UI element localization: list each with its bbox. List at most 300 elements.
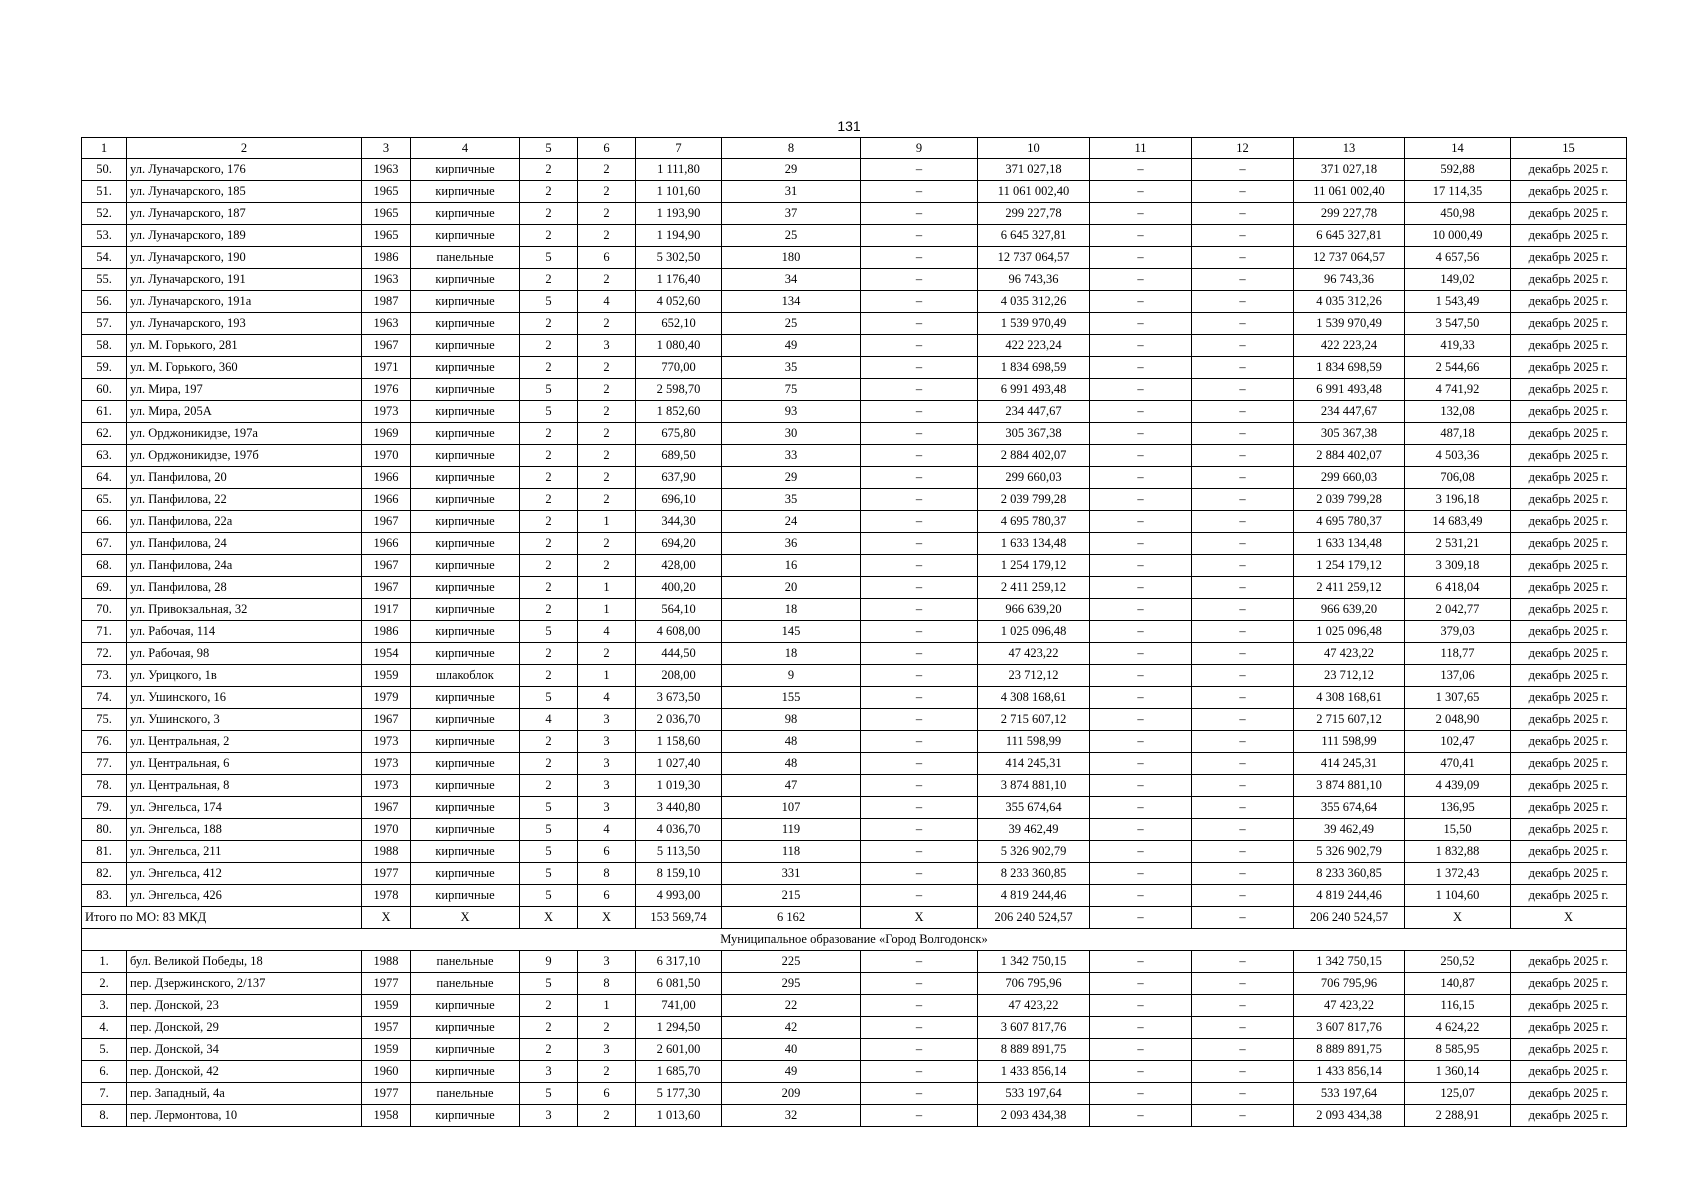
table-row [82,445,1627,467]
table-cell: 8 [578,863,636,885]
table-cell: 4. [82,1017,127,1039]
table-cell: 68. [82,555,127,577]
table-cell: – [1090,511,1192,533]
table-cell: ул. Ушинского, 16 [127,687,362,709]
table-cell: 3 [578,335,636,357]
table-cell: 344,30 [636,511,722,533]
table-cell: декабрь 2025 г. [1511,357,1627,379]
table-cell: 2 [520,731,578,753]
table-cell: 8. [82,1105,127,1127]
table-row [82,665,1627,687]
table-cell: декабрь 2025 г. [1511,445,1627,467]
table-cell: 4 [578,291,636,313]
table-row [82,731,1627,753]
table-cell: 1959 [362,1039,411,1061]
table-cell: ул. Панфилова, 22 [127,489,362,511]
table-cell: 1971 [362,357,411,379]
table-row [82,599,1627,621]
table-cell: – [861,291,978,313]
table-cell: 1986 [362,247,411,269]
table-row [82,533,1627,555]
table-cell: – [861,599,978,621]
table-cell: 2 048,90 [1405,709,1511,731]
total-cell: X [578,907,636,929]
table-cell: 1 [578,995,636,1017]
table-cell: 1 834 698,59 [1294,357,1405,379]
table-cell: декабрь 2025 г. [1511,643,1627,665]
table-cell: 371 027,18 [1294,159,1405,181]
table-cell: 1967 [362,511,411,533]
table-row [82,489,1627,511]
table-cell: 2 [578,313,636,335]
table-cell: – [1090,841,1192,863]
table-row [82,819,1627,841]
table-cell: 4 695 780,37 [978,511,1090,533]
table-cell: 75. [82,709,127,731]
table-cell: – [1192,687,1294,709]
total-cell: 206 240 524,57 [978,907,1090,929]
table-row [82,1083,1627,1105]
table-cell: 250,52 [1405,951,1511,973]
table-cell: 5 [520,247,578,269]
table-cell: 2 [520,357,578,379]
table-cell: – [861,643,978,665]
table-cell: кирпичные [411,731,520,753]
table-cell: ул. Орджоникидзе, 197б [127,445,362,467]
table-cell: 79. [82,797,127,819]
table-row [82,159,1627,181]
table-cell: 6. [82,1061,127,1083]
table-cell: 966 639,20 [1294,599,1405,621]
table-cell: 3 440,80 [636,797,722,819]
table-cell: 1 025 096,48 [978,621,1090,643]
table-row [82,951,1627,973]
table-cell: 2 598,70 [636,379,722,401]
table-cell: 51. [82,181,127,203]
table-cell: – [861,423,978,445]
table-cell: 4 993,00 [636,885,722,907]
table-row [82,511,1627,533]
table-cell: 2 [578,1017,636,1039]
table-cell: – [1192,181,1294,203]
table-cell: 48 [722,753,861,775]
table-cell: ул. Луначарского, 187 [127,203,362,225]
table-cell: кирпичные [411,335,520,357]
table-cell: – [1192,423,1294,445]
table-cell: 3 [520,1061,578,1083]
table-cell: 2 039 799,28 [978,489,1090,511]
table-cell: кирпичные [411,709,520,731]
table-cell: 5 [520,379,578,401]
table-cell: – [1090,1017,1192,1039]
table-cell: декабрь 2025 г. [1511,511,1627,533]
column-number-header: 15 [1511,138,1627,159]
table-cell: 2 [520,577,578,599]
table-cell: кирпичные [411,159,520,181]
table-cell: – [861,335,978,357]
table-cell: – [1192,577,1294,599]
table-cell: декабрь 2025 г. [1511,863,1627,885]
table-cell: 2 [520,269,578,291]
table-cell: – [861,445,978,467]
table-cell: – [1192,753,1294,775]
table-cell: 450,98 [1405,203,1511,225]
table-cell: кирпичные [411,1061,520,1083]
table-cell: 1979 [362,687,411,709]
table-cell: декабрь 2025 г. [1511,489,1627,511]
table-cell: – [1090,313,1192,335]
table-cell: 5 [520,819,578,841]
table-cell: 5 [520,1083,578,1105]
table-cell: панельные [411,973,520,995]
table-cell: 1966 [362,467,411,489]
table-cell: 9 [520,951,578,973]
table-cell: 1969 [362,423,411,445]
table-cell: 637,90 [636,467,722,489]
column-number-header: 1 [82,138,127,159]
table-cell: 1973 [362,753,411,775]
table-cell: – [861,1105,978,1127]
table-cell: декабрь 2025 г. [1511,1061,1627,1083]
table-cell: кирпичные [411,1039,520,1061]
table-cell: – [1090,445,1192,467]
table-cell: – [1090,203,1192,225]
table-row [82,643,1627,665]
table-row [82,709,1627,731]
table-cell: 422 223,24 [1294,335,1405,357]
table-cell: – [861,489,978,511]
table-cell: – [1192,709,1294,731]
table-row [82,467,1627,489]
table-cell: 2 288,91 [1405,1105,1511,1127]
table-cell: 5. [82,1039,127,1061]
table-cell: 1966 [362,533,411,555]
table-cell: 2 [578,181,636,203]
column-number-header: 9 [861,138,978,159]
table-cell: – [861,731,978,753]
table-cell: 5 [520,291,578,313]
table-cell: – [1090,1061,1192,1083]
table-row [82,973,1627,995]
table-cell: кирпичные [411,775,520,797]
table-cell: 2 042,77 [1405,599,1511,621]
table-cell: – [861,203,978,225]
table-cell: – [1090,291,1192,313]
table-cell: 4 [578,687,636,709]
table-cell: 400,20 [636,577,722,599]
table-cell: декабрь 2025 г. [1511,379,1627,401]
table-cell: 299 660,03 [978,467,1090,489]
table-cell: 1970 [362,445,411,467]
table-cell: 118 [722,841,861,863]
table-cell: 1 194,90 [636,225,722,247]
table-cell: 2 [578,445,636,467]
table-cell: 4 439,09 [1405,775,1511,797]
table-cell: 33 [722,445,861,467]
table-cell: декабрь 2025 г. [1511,709,1627,731]
table-cell: 82. [82,863,127,885]
table-cell: – [1192,1061,1294,1083]
table-cell: – [861,797,978,819]
table-cell: 76. [82,731,127,753]
table-cell: декабрь 2025 г. [1511,159,1627,181]
table-cell: – [1090,533,1192,555]
table-cell: 39 462,49 [1294,819,1405,841]
table-cell: – [861,775,978,797]
section-header-row [82,929,1627,951]
table-cell: 331 [722,863,861,885]
table-cell: кирпичные [411,863,520,885]
table-cell: – [1192,555,1294,577]
table-cell: – [1090,555,1192,577]
table-cell: 8 159,10 [636,863,722,885]
table-cell: 1 539 970,49 [1294,313,1405,335]
table-cell: пер. Донской, 23 [127,995,362,1017]
table-cell: 1967 [362,335,411,357]
table-cell: – [1192,775,1294,797]
table-cell: 48 [722,731,861,753]
table-cell: 1 633 134,48 [978,533,1090,555]
table-cell: 29 [722,467,861,489]
table-cell: 24 [722,511,861,533]
table-cell: 3 547,50 [1405,313,1511,335]
table-cell: бул. Великой Победы, 18 [127,951,362,973]
table-cell: 1 [578,665,636,687]
table-row [82,775,1627,797]
table-cell: – [1192,1083,1294,1105]
table-cell: декабрь 2025 г. [1511,467,1627,489]
table-cell: 2 [520,203,578,225]
table-cell: 5 [520,841,578,863]
table-cell: – [1192,379,1294,401]
table-cell: 2 544,66 [1405,357,1511,379]
table-cell: 1 342 750,15 [1294,951,1405,973]
table-cell: 1963 [362,313,411,335]
table-cell: декабрь 2025 г. [1511,555,1627,577]
table-cell: 180 [722,247,861,269]
table-cell: шлакоблок [411,665,520,687]
table-cell: 3 196,18 [1405,489,1511,511]
table-cell: – [1192,973,1294,995]
table-cell: 2 093 434,38 [978,1105,1090,1127]
table-cell: 4 819 244,46 [1294,885,1405,907]
table-cell: пер. Лермонтова, 10 [127,1105,362,1127]
table-cell: – [1090,753,1192,775]
table-cell: 533 197,64 [1294,1083,1405,1105]
table-cell: – [1090,951,1192,973]
table-cell: ул. Луначарского, 185 [127,181,362,203]
table-cell: – [1192,291,1294,313]
table-cell: 4 035 312,26 [1294,291,1405,313]
table-cell: – [861,753,978,775]
table-cell: ул. Луначарского, 189 [127,225,362,247]
table-cell: 1959 [362,665,411,687]
table-cell: пер. Дзержинского, 2/137 [127,973,362,995]
table-cell: кирпичные [411,819,520,841]
table-cell: 1965 [362,203,411,225]
table-cell: ул. Мира, 197 [127,379,362,401]
table-cell: 66. [82,511,127,533]
table-cell: – [861,819,978,841]
total-cell: X [362,907,411,929]
table-cell: 419,33 [1405,335,1511,357]
table-cell: 3 607 817,76 [1294,1017,1405,1039]
table-cell: 1 342 750,15 [978,951,1090,973]
table-cell: 2. [82,973,127,995]
table-cell: декабрь 2025 г. [1511,687,1627,709]
table-cell: 69. [82,577,127,599]
table-cell: 1 254 179,12 [978,555,1090,577]
table-row [82,687,1627,709]
table-cell: декабрь 2025 г. [1511,995,1627,1017]
table-cell: 355 674,64 [1294,797,1405,819]
table-cell: декабрь 2025 г. [1511,203,1627,225]
table-cell: 23 712,12 [1294,665,1405,687]
table-cell: 1 158,60 [636,731,722,753]
table-cell: 50. [82,159,127,181]
table-cell: 2 [578,555,636,577]
table-cell: – [1192,863,1294,885]
table-cell: 1986 [362,621,411,643]
table-cell: декабрь 2025 г. [1511,973,1627,995]
table-cell: 119 [722,819,861,841]
table-cell: 3 [578,951,636,973]
table-cell: – [1192,731,1294,753]
table-cell: декабрь 2025 г. [1511,951,1627,973]
table-cell: 17 114,35 [1405,181,1511,203]
table-cell: 6 [578,1083,636,1105]
table-cell: 32 [722,1105,861,1127]
table-cell: 1987 [362,291,411,313]
table-cell: 1 433 856,14 [1294,1061,1405,1083]
table-cell: – [1090,467,1192,489]
table-cell: кирпичные [411,753,520,775]
column-number-header: 12 [1192,138,1294,159]
table-cell: 49 [722,1061,861,1083]
table-cell: – [1192,1017,1294,1039]
table-row [82,577,1627,599]
table-cell: – [1192,203,1294,225]
table-cell: 20 [722,577,861,599]
table-cell: 63. [82,445,127,467]
total-cell: X [520,907,578,929]
total-cell: 153 569,74 [636,907,722,929]
table-cell: 47 423,22 [978,643,1090,665]
table-cell: – [861,401,978,423]
table-cell: 487,18 [1405,423,1511,445]
table-cell: 1 254 179,12 [1294,555,1405,577]
table-cell: 1959 [362,995,411,1017]
table-cell: ул. Панфилова, 22а [127,511,362,533]
table-cell: – [1090,599,1192,621]
table-cell: ул. Центральная, 6 [127,753,362,775]
table-cell: 1 019,30 [636,775,722,797]
table-cell: – [861,379,978,401]
table-cell: 3 [520,1105,578,1127]
table-cell: ул. Энгельса, 211 [127,841,362,863]
table-cell: ул. Урицкого, 1в [127,665,362,687]
table-row [82,1105,1627,1127]
table-cell: – [1192,995,1294,1017]
table-cell: декабрь 2025 г. [1511,1017,1627,1039]
table-cell: 29 [722,159,861,181]
table-cell: 1 539 970,49 [978,313,1090,335]
table-cell: 80. [82,819,127,841]
table-cell: 12 737 064,57 [978,247,1090,269]
table-cell: 75 [722,379,861,401]
table-cell: кирпичные [411,621,520,643]
table-cell: – [861,159,978,181]
table-cell: кирпичные [411,357,520,379]
table-cell: 18 [722,643,861,665]
table-cell: ул. Центральная, 2 [127,731,362,753]
table-cell: 2 [520,467,578,489]
table-cell: 4 819 244,46 [978,885,1090,907]
column-number-header: 6 [578,138,636,159]
table-cell: 10 000,49 [1405,225,1511,247]
table-cell: 47 [722,775,861,797]
total-cell: 6 162 [722,907,861,929]
table-cell: – [1192,511,1294,533]
table-cell: ул. Луначарского, 191а [127,291,362,313]
table-cell: 59. [82,357,127,379]
table-cell: – [861,467,978,489]
table-cell: кирпичные [411,445,520,467]
table-cell: 1963 [362,269,411,291]
column-number-header: 2 [127,138,362,159]
table-cell: – [1090,643,1192,665]
table-cell: – [861,181,978,203]
table-cell: – [1090,379,1192,401]
table-cell: 2 [578,1105,636,1127]
table-cell: 3 [578,797,636,819]
table-cell: ул. Энгельса, 412 [127,863,362,885]
table-row [82,225,1627,247]
table-cell: – [861,863,978,885]
table-cell: 118,77 [1405,643,1511,665]
table-cell: – [1090,335,1192,357]
table-cell: декабрь 2025 г. [1511,269,1627,291]
table-cell: 11 061 002,40 [978,181,1090,203]
table-cell: 111 598,99 [978,731,1090,753]
table-cell: – [861,1061,978,1083]
table-cell: 6 317,10 [636,951,722,973]
table-cell: – [861,511,978,533]
table-cell: 1967 [362,555,411,577]
table-row [82,753,1627,775]
table-row [82,863,1627,885]
table-cell: кирпичные [411,885,520,907]
table-cell: – [861,577,978,599]
table-cell: – [1192,885,1294,907]
table-cell: 234 447,67 [978,401,1090,423]
table-cell: – [1090,775,1192,797]
table-cell: – [1090,709,1192,731]
table-cell: – [861,247,978,269]
table-cell: кирпичные [411,797,520,819]
table-cell: 137,06 [1405,665,1511,687]
table-cell: 125,07 [1405,1083,1511,1105]
table-cell: – [861,885,978,907]
table-cell: 2 [520,555,578,577]
table-cell: 42 [722,1017,861,1039]
table-cell: 355 674,64 [978,797,1090,819]
table-cell: 1 193,90 [636,203,722,225]
table-cell: декабрь 2025 г. [1511,1105,1627,1127]
table-cell: панельные [411,951,520,973]
table-cell: 11 061 002,40 [1294,181,1405,203]
table-cell: 39 462,49 [978,819,1090,841]
